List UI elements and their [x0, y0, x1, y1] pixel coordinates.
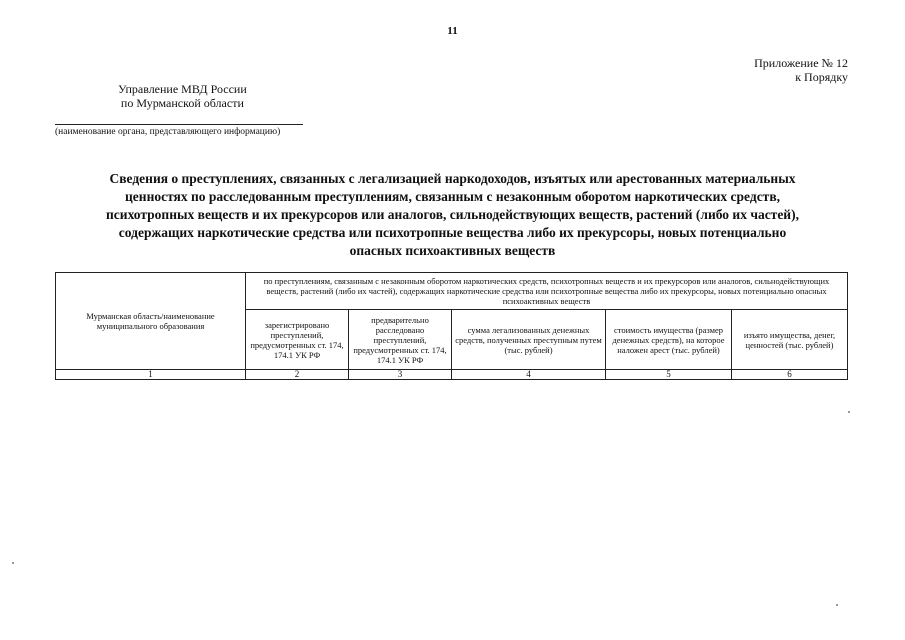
organization-caption: (наименование органа, представляющего информацию) [55, 127, 281, 137]
title-line-1: Сведения о преступлениях, связанных с легализацией наркодоходов, изъятых или арестованных материальных [109, 171, 796, 186]
column-number-row [56, 370, 848, 380]
document-title [45, 170, 860, 260]
title-line-5: опасных психоактивных веществ [349, 243, 556, 258]
region-header-cell: Мурманская область/наименование муниципального образования [56, 273, 246, 370]
column-header-4: сумма легализованных денежных средств, полученных преступным путем (тыс. рублей) [452, 310, 606, 370]
scan-speck [848, 411, 850, 413]
scan-speck [12, 562, 14, 564]
table-header-row [56, 273, 848, 310]
column-header-6: изъято имущества, денег, ценностей (тыс. рублей) [732, 310, 848, 370]
scan-speck [836, 604, 838, 606]
column-number: 3 [349, 370, 452, 380]
column-number: 5 [606, 370, 732, 380]
organization-line-2: по Мурманской области [120, 96, 244, 110]
organization-line-1: Управление МВД России [118, 82, 247, 96]
report-table [55, 272, 848, 380]
group-header-cell: по преступлениям, связанным с незаконным оборотом наркотических средств, психотропных веществ и их прекурсоров или аналогов, сильнодействующих веществ, растений (либо их частей), содержащих наркотические средства или психотропные вещества либо их прекурсоры, новых потенциально опасных психоактивных веществ [246, 273, 848, 310]
column-number: 2 [246, 370, 349, 380]
column-number: 6 [732, 370, 848, 380]
appendix-line-1: Приложение № 12 [754, 56, 848, 70]
organization-underline [55, 124, 303, 125]
column-header-3: предварительно расследовано преступлений, предусмотренных ст. 174, 174.1 УК РФ [349, 310, 452, 370]
title-line-3: психотропных веществ и их прекурсоров или аналогов, сильнодействующих веществ, растений (либо их частей), [106, 207, 799, 222]
page-number: 11 [447, 25, 458, 37]
appendix-line-2: к Порядку [795, 70, 848, 84]
title-line-4: содержащих наркотические средства или психотропные вещества либо их прекурсоры, новых потенциально [118, 225, 787, 240]
column-header-2: зарегистрировано преступлений, предусмотренных ст. 174, 174.1 УК РФ [246, 310, 349, 370]
appendix-reference [754, 56, 848, 84]
title-line-2: ценностях по расследованным преступлениям, связанным с незаконным оборотом наркотических средств, [125, 189, 780, 204]
organization-name [118, 82, 247, 110]
column-number: 1 [56, 370, 246, 380]
column-header-5: стоимость имущества (размер денежных средств), на которое наложен арест (тыс. рублей) [606, 310, 732, 370]
column-number: 4 [452, 370, 606, 380]
